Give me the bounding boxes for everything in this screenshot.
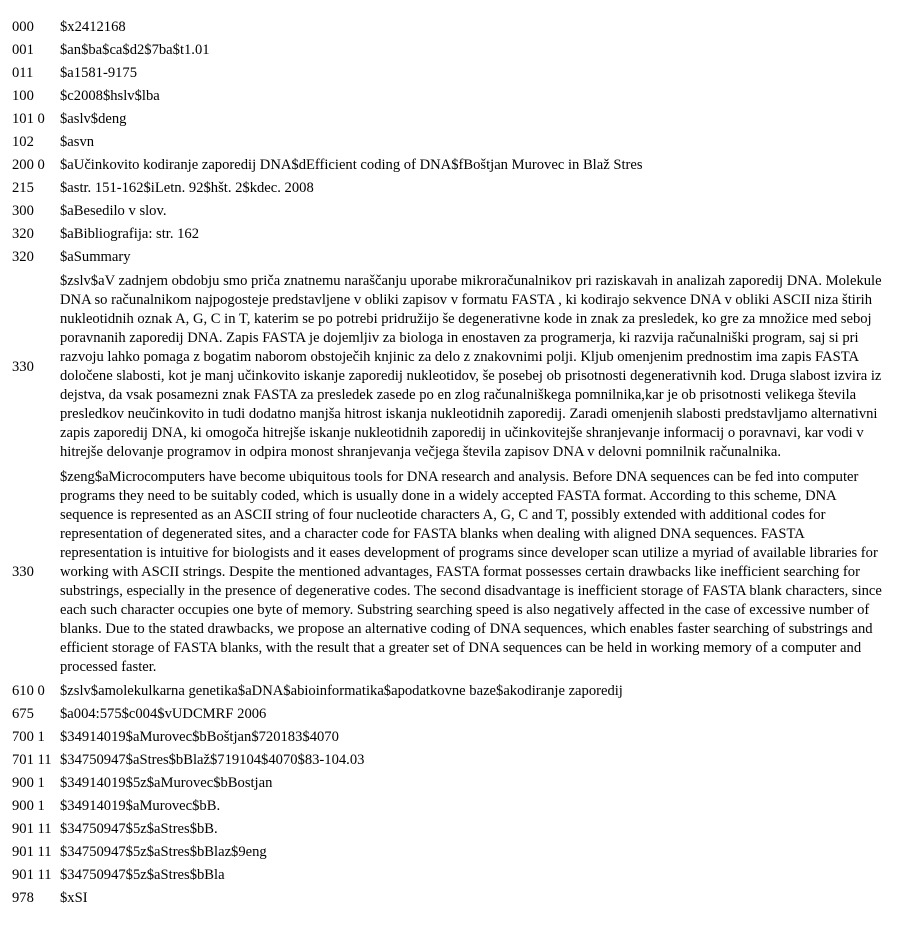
field-tag: 300 (12, 203, 34, 219)
field-content: $34750947$aStres$bBlaž$719104$4070$83-104.03 (60, 752, 365, 768)
marc-field (0, 223, 900, 246)
field-content: $aBibliografija: str. 162 (60, 226, 200, 242)
marc-record (0, 16, 900, 910)
field-tag: 320 (12, 226, 34, 242)
marc-field (0, 703, 900, 726)
marc-field (0, 108, 900, 131)
field-tag: 100 (12, 88, 34, 104)
field-content: $c2008$hslv$lba (60, 88, 160, 104)
field-tag: 700 1 (12, 729, 45, 745)
field-content: $an$ba$ca$d2$7ba$t1.01 (60, 42, 210, 58)
marc-field (0, 680, 900, 703)
field-content: $34750947$5z$aStres$bBla (60, 867, 225, 883)
marc-field (0, 726, 900, 749)
marc-field-abstract-eng (0, 465, 900, 680)
field-content: $xSI (60, 890, 88, 906)
field-content: $34914019$aMurovec$bBoštjan$720183$4070 (60, 729, 339, 745)
marc-field (0, 246, 900, 269)
field-tag: 215 (12, 180, 34, 196)
field-tag: 900 1 (12, 798, 45, 814)
marc-field (0, 177, 900, 200)
marc-field (0, 16, 900, 39)
field-tag: 102 (12, 134, 34, 150)
marc-field (0, 131, 900, 154)
field-content: $aBesedilo v slov. (60, 203, 167, 219)
marc-field (0, 795, 900, 818)
field-tag: 978 (12, 890, 34, 906)
marc-field (0, 85, 900, 108)
marc-field (0, 154, 900, 177)
field-content: $aUčinkovito kodiranje zaporedij DNA$dEfficient coding of DNA$fBoštjan Murovec in Blaž Stres (60, 157, 643, 173)
marc-field (0, 62, 900, 85)
field-content: $34914019$aMurovec$bB. (60, 798, 221, 814)
field-tag: 000 (12, 19, 34, 35)
field-content: $asvn (60, 134, 95, 150)
field-content: $aSummary (60, 249, 131, 265)
field-tag: 675 (12, 706, 34, 722)
field-content: $zslv$aV zadnjem obdobju smo priča znatnemu naraščanju uporabe mikroračunalnikov pri raziskavah in analizah zaporedij DNA. Molekule DNA so računalnikom najpogosteje predstavljene v obliki zapisov v formatu FASTA , ki kodirajo sekvence DNA v obliki ASCII niza štirih nukleotidnih oznak A, G, C in T, katerim se po potrebi pridružijo še degenerativne kode in znak za presledek, ko gre za množice med seboj poravnanih zaporedij DNA. Zapis FASTA je dojemljiv za biologa in enostaven za programerja, ki razvija računalniški program, saj si pri razvoju lahko pomaga z bogatim naborom obstoječih knjinic za delo z znakovnimi polji. Kljub omenjenim prednostim ima zapis FASTA določene slabosti, kot je manj učinkovito iskanje zaporedij nukleotidov, še posebej ob prisotnosti degenerativnih kod. Druga slabost izvira iz dejstva, da vsak posamezni znak FASTA za presledek zasede po en zlog računalniškega pomnilnika,kar je ob prisotnosti velikega števila presledkov neučinkovito in tudi dodatno manjša hitrost iskanja nukleotidnih zaporedij. Zaradi omenjenih slabosti predstavljamo alternativni zapis zaporedij DNA, ki omogoča hitrejše iskanje nukleotidnih zaporedij in učinkovitejše shranjevanje informacij o poravnavi, kar vodi v hitrejše delovanje programov in odpira monost shranjevanja večjega števila zapisov DNA v delovni pomnilnik računalnika. (60, 273, 882, 460)
field-content: $34750947$5z$aStres$bBlaz$9eng (60, 844, 267, 860)
field-tag: 901 11 (12, 844, 52, 860)
field-tag: 330 (12, 564, 34, 580)
marc-field-abstract-slv (0, 269, 900, 465)
field-tag: 610 0 (12, 683, 45, 699)
marc-field (0, 887, 900, 910)
field-content: $34914019$5z$aMurovec$bBostjan (60, 775, 273, 791)
field-tag: 001 (12, 42, 34, 58)
field-tag: 901 11 (12, 821, 52, 837)
field-content: $x2412168 (60, 19, 126, 35)
field-content: $a1581-9175 (60, 65, 138, 81)
marc-field (0, 864, 900, 887)
field-content: $zslv$amolekulkarna genetika$aDNA$abioinformatika$apodatkovne baze$akodiranje zaporedij (60, 683, 623, 699)
field-tag: 320 (12, 249, 34, 265)
marc-field (0, 749, 900, 772)
field-content: $aslv$deng (60, 111, 127, 127)
field-tag: 900 1 (12, 775, 45, 791)
field-tag: 901 11 (12, 867, 52, 883)
field-tag: 701 11 (12, 752, 52, 768)
field-tag: 330 (12, 358, 34, 375)
marc-field (0, 39, 900, 62)
field-tag: 200 0 (12, 157, 45, 173)
field-content: $zeng$aMicrocomputers have become ubiquitous tools for DNA research and analysis. Before DNA sequences can be fed into computer programs they need to be suitably coded, which is usually done in a widely accepted FASTA format. According to this scheme, DNA sequence is represented as an ASCII string of four nucleotide characters A, G, C and T, possibly extended with additional codes for representation of degenerated sites, and a character code for FASTA blanks when dealing with aligned DNA sequences. FASTA representation is intuitive for biologists and it eases development of programs since developer scan utilize a myriad of available libraries for working with ASCII strings. Despite the mentioned advantages, FASTA format possesses certain drawbacks like inefficient searching for substrings, especially in the presence of degenerative codes. The second disadvantage is inefficient storage of FASTA blank characters, since each such character occupies one byte of memory. Substring searching speed is also negatively affected in the case of excessive number of blanks. Due to the stated drawbacks, we propose an alternative coding of DNA sequences, which enables faster searching of substrings and efficient storage of FASTA blanks, with the result that a greater set of DNA sequences can be held in working memory of a computer and processed faster. (60, 469, 882, 675)
field-tag: 011 (12, 65, 34, 81)
marc-field (0, 772, 900, 795)
field-content: $a004:575$c004$vUDCMRF 2006 (60, 706, 267, 722)
field-content: $astr. 151-162$iLetn. 92$hšt. 2$kdec. 2008 (60, 180, 314, 196)
field-content: $34750947$5z$aStres$bB. (60, 821, 218, 837)
marc-field (0, 818, 900, 841)
marc-field (0, 841, 900, 864)
field-tag: 101 0 (12, 111, 45, 127)
marc-field (0, 200, 900, 223)
